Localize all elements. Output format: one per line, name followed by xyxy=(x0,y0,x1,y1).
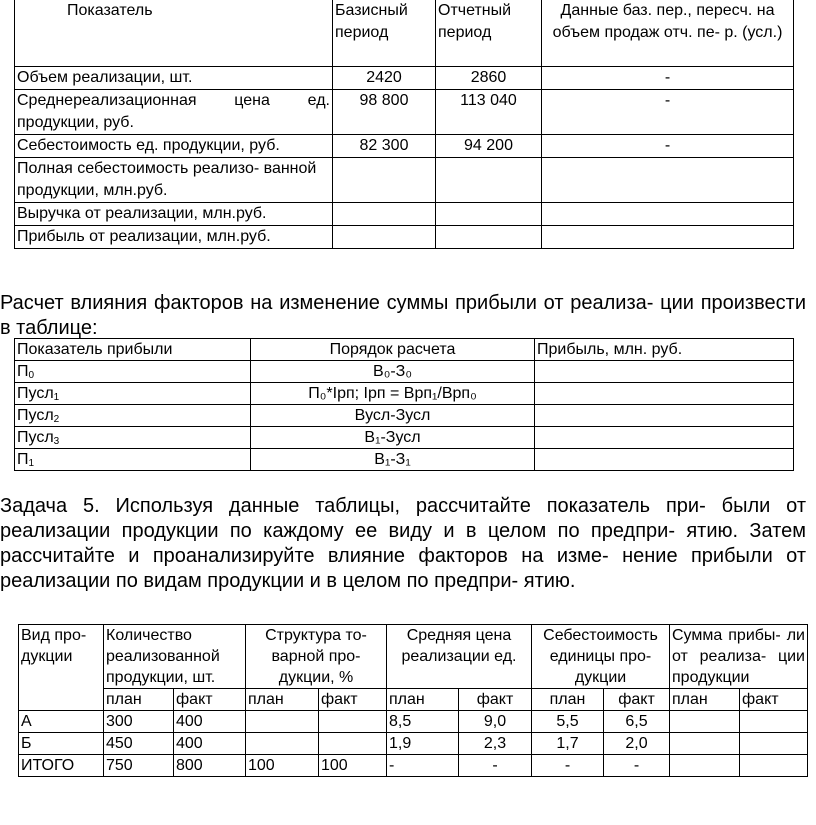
table-row xyxy=(19,711,808,733)
subheader-plan: план xyxy=(670,689,740,711)
table-row xyxy=(15,449,794,471)
cost-fact: 2,0 xyxy=(604,733,670,755)
price-plan: 1,9 xyxy=(387,733,459,755)
profit-plan xyxy=(670,711,740,733)
label-text: П xyxy=(17,363,29,380)
profit-fact xyxy=(740,711,808,733)
row-label: Полная себестоимость реализо- ванной продукции, млн.руб. xyxy=(15,157,333,202)
base-value: 2420 xyxy=(333,66,436,89)
profit-plan xyxy=(670,733,740,755)
product-profit-table xyxy=(18,624,808,777)
cost-fact: 6,5 xyxy=(604,711,670,733)
header-avg-price: Средняя цена реализации ед. xyxy=(387,625,532,689)
row-label xyxy=(15,383,251,405)
adjusted-value xyxy=(542,225,794,248)
product-label: ИТОГО xyxy=(19,755,104,777)
header-profit-value: Прибыль, млн. руб. xyxy=(535,339,794,361)
structure-fact xyxy=(319,711,387,733)
header-base-period: Базисный период xyxy=(333,0,436,66)
structure-plan: 100 xyxy=(246,755,319,777)
subheader-fact: факт xyxy=(740,689,808,711)
label-text: Пусл xyxy=(17,385,54,402)
cost-plan: 1,7 xyxy=(532,733,604,755)
product-label: Б xyxy=(19,733,104,755)
indicators-table xyxy=(14,0,794,249)
label-subscript: 1 xyxy=(28,458,35,469)
calc-formula: В₁-Зусл xyxy=(251,427,535,449)
profit-fact xyxy=(740,755,808,777)
cost-plan: 5,5 xyxy=(532,711,604,733)
cost-fact: - xyxy=(604,755,670,777)
row-label: Прибыль от реализации, млн.руб. xyxy=(15,225,333,248)
table-header-row xyxy=(19,625,808,689)
table-subheader-row xyxy=(19,689,808,711)
subheader-fact: факт xyxy=(319,689,387,711)
price-fact: - xyxy=(459,755,532,777)
factors-instruction: Расчет влияния факторов на изменение суммы прибыли от реализа- ции произвести в таблице: xyxy=(0,292,806,339)
table-row xyxy=(15,134,794,157)
label-subscript: 1 xyxy=(53,392,60,403)
header-adjusted-data: Данные баз. пер., пересч. на объем продаж отч. пе- р. (усл.) xyxy=(542,0,794,66)
row-label xyxy=(15,449,251,471)
subheader-plan: план xyxy=(104,689,174,711)
table-row xyxy=(15,225,794,248)
report-value: 2860 xyxy=(436,66,542,89)
subheader-plan: план xyxy=(246,689,319,711)
table-row xyxy=(15,383,794,405)
calc-formula: П₀*Iрп; Iрп = Врп₁/Врп₀ xyxy=(251,383,535,405)
table-row xyxy=(15,66,794,89)
table-row xyxy=(15,202,794,225)
qty-plan: 300 xyxy=(104,711,174,733)
header-quantity: Количество реализованной продукции, шт. xyxy=(104,625,246,689)
cost-plan: - xyxy=(532,755,604,777)
label-text: Пусл xyxy=(17,429,54,446)
price-fact: 9,0 xyxy=(459,711,532,733)
table-row xyxy=(15,405,794,427)
table-header-row xyxy=(15,339,794,361)
adjusted-value: - xyxy=(542,66,794,89)
row-label xyxy=(15,427,251,449)
subheader-fact: факт xyxy=(459,689,532,711)
structure-plan xyxy=(246,733,319,755)
qty-fact: 800 xyxy=(174,755,246,777)
report-value xyxy=(436,157,542,202)
profit-factors-table xyxy=(14,338,794,471)
calc-formula: Вусл-Зусл xyxy=(251,405,535,427)
profit-fact xyxy=(740,733,808,755)
report-value xyxy=(436,225,542,248)
header-indicator: Показатель xyxy=(15,0,333,66)
header-product-type: Вид про- дукции xyxy=(19,625,104,711)
price-plan: 8,5 xyxy=(387,711,459,733)
header-unit-cost: Себестоимость единицы про- дукции xyxy=(532,625,670,689)
report-value: 94 200 xyxy=(436,134,542,157)
base-value: 98 800 xyxy=(333,89,436,134)
row-label xyxy=(15,361,251,383)
calc-formula: В₁-З₁ xyxy=(251,449,535,471)
qty-fact: 400 xyxy=(174,711,246,733)
adjusted-value: - xyxy=(542,134,794,157)
header-structure: Структура то- варной про- дукции, % xyxy=(246,625,387,689)
report-value: 113 040 xyxy=(436,89,542,134)
adjusted-value: - xyxy=(542,89,794,134)
base-value xyxy=(333,157,436,202)
profit-plan xyxy=(670,755,740,777)
subheader-fact: факт xyxy=(174,689,246,711)
header-profit-sum: Сумма прибы- ли от реализа- ции продукции xyxy=(670,625,808,689)
label-text: Пусл xyxy=(17,407,54,424)
adjusted-value xyxy=(542,202,794,225)
task-5-text: Задача 5. Используя данные таблицы, рассчитайте показатель при- были от реализации продукции по каждому ее виду и в целом по предпри- ятию. Затем рассчитайте и проанализируйте влияние факторов на изме- нение прибыли от реализации по видам продукции и в целом по предпри- ятию. xyxy=(0,495,806,592)
row-label: Себестоимость ед. продукции, руб. xyxy=(15,134,333,157)
table-row xyxy=(15,427,794,449)
table-row xyxy=(19,755,808,777)
structure-fact xyxy=(319,733,387,755)
product-label: А xyxy=(19,711,104,733)
table-row xyxy=(15,157,794,202)
row-label: Объем реализации, шт. xyxy=(15,66,333,89)
calc-formula: В₀-З₀ xyxy=(251,361,535,383)
label-text: П xyxy=(17,451,29,468)
profit-value xyxy=(535,405,794,427)
subheader-plan: план xyxy=(387,689,459,711)
subheader-plan: план xyxy=(532,689,604,711)
qty-plan: 450 xyxy=(104,733,174,755)
base-value xyxy=(333,202,436,225)
row-label xyxy=(15,405,251,427)
label-subscript: 2 xyxy=(53,414,60,425)
row-label: Среднереализационная цена ед. продукции, руб. xyxy=(15,89,333,134)
table-row xyxy=(19,733,808,755)
price-fact: 2,3 xyxy=(459,733,532,755)
qty-plan: 750 xyxy=(104,755,174,777)
structure-fact: 100 xyxy=(319,755,387,777)
profit-value xyxy=(535,427,794,449)
label-subscript: 0 xyxy=(28,370,35,381)
qty-fact: 400 xyxy=(174,733,246,755)
base-value: 82 300 xyxy=(333,134,436,157)
base-value xyxy=(333,225,436,248)
header-report-period: Отчетный период xyxy=(436,0,542,66)
price-plan: - xyxy=(387,755,459,777)
profit-value xyxy=(535,383,794,405)
header-profit-indicator: Показатель прибыли xyxy=(15,339,251,361)
report-value xyxy=(436,202,542,225)
profit-value xyxy=(535,449,794,471)
table-row xyxy=(15,361,794,383)
subheader-fact: факт xyxy=(604,689,670,711)
table-header-row xyxy=(15,0,794,66)
profit-value xyxy=(535,361,794,383)
row-label: Выручка от реализации, млн.руб. xyxy=(15,202,333,225)
header-calc-order: Порядок расчета xyxy=(251,339,535,361)
label-subscript: 3 xyxy=(53,436,60,447)
table-row xyxy=(15,89,794,134)
structure-plan xyxy=(246,711,319,733)
adjusted-value xyxy=(542,157,794,202)
